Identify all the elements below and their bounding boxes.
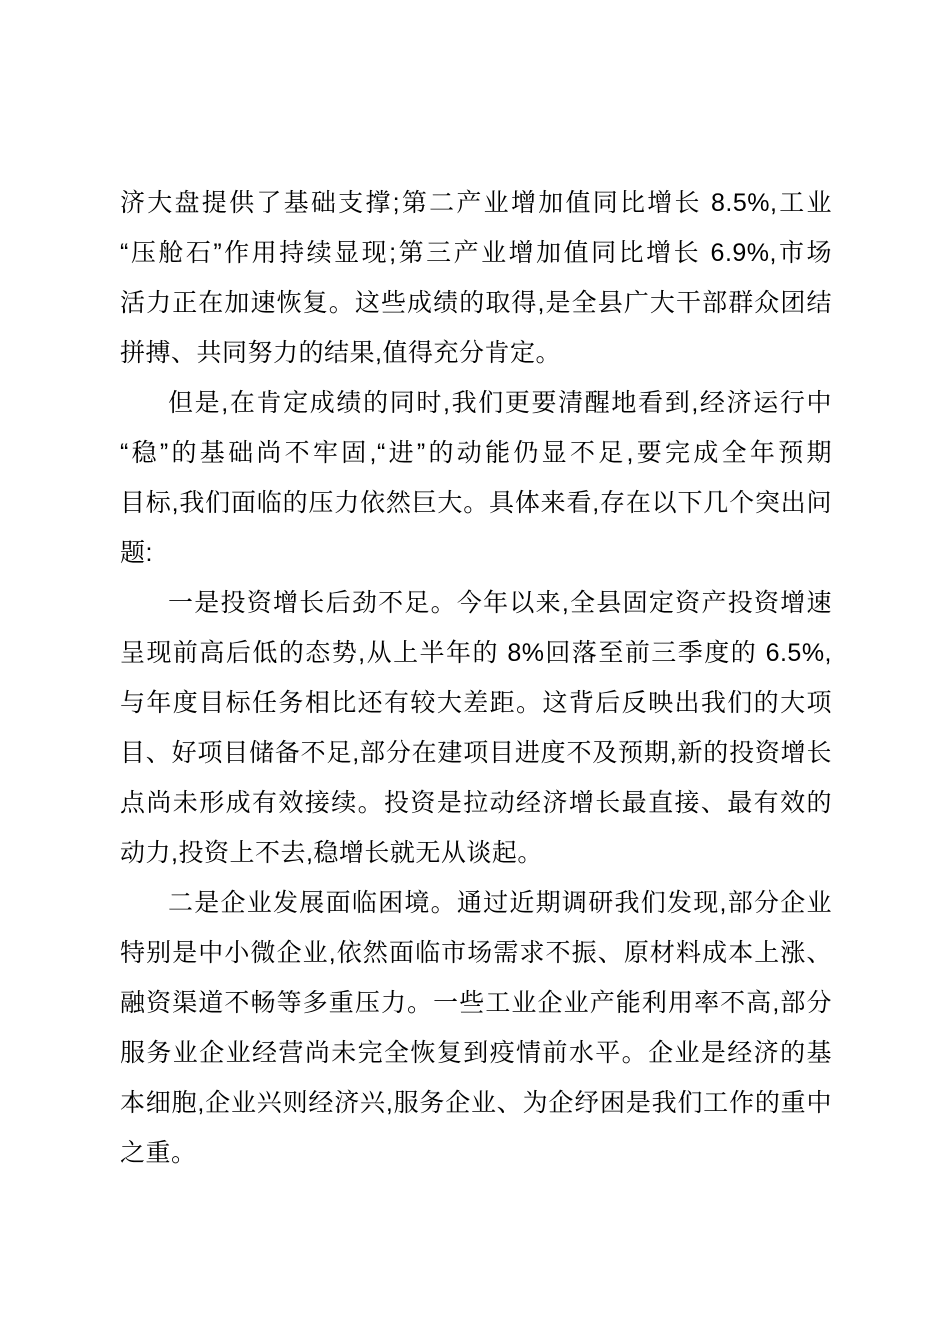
text-line: 呈现前高后低的态势,从上半年的 8%回落至前三季度的 6.5%, [120, 639, 832, 667]
text-line: 济大盘提供了基础支撑;第二产业增加值同比增长 8.5%,工业 [120, 189, 832, 217]
text-line: 特别是中小微企业,依然面临市场需求不振、原材料成本上涨、 [120, 939, 832, 967]
text-line: “压舱石”作用持续显现;第三产业增加值同比增长 6.9%,市场 [120, 239, 832, 267]
paragraph [120, 578, 832, 878]
text-line: 服务业企业经营尚未完全恢复到疫情前水平。企业是经济的基 [120, 1039, 832, 1067]
text-line: 与年度目标任务相比还有较大差距。这背后反映出我们的大项 [120, 689, 832, 717]
paragraph [120, 178, 832, 378]
text-line: 题: [120, 539, 153, 567]
paragraph [120, 878, 832, 1178]
text-line: 点尚未形成有效接续。投资是拉动经济增长最直接、最有效的 [120, 789, 832, 817]
text-line: 之重。 [120, 1139, 197, 1167]
text-line: “稳”的基础尚不牢固,“进”的动能仍显不足,要完成全年预期 [120, 439, 832, 467]
text-line: 拼搏、共同努力的结果,值得充分肯定。 [120, 339, 561, 367]
text-line: 融资渠道不畅等多重压力。一些工业企业产能利用率不高,部分 [120, 989, 832, 1017]
text-line: 目标,我们面临的压力依然巨大。具体来看,存在以下几个突出问 [120, 489, 832, 517]
paragraph [120, 378, 832, 578]
text-line: 但是,在肯定成绩的同时,我们更要清醒地看到,经济运行中 [168, 389, 832, 417]
text-line: 动力,投资上不去,稳增长就无从谈起。 [120, 839, 543, 867]
text-line: 一是投资增长后劲不足。今年以来,全县固定资产投资增速 [168, 589, 832, 617]
text-line: 目、好项目储备不足,部分在建项目进度不及预期,新的投资增长 [120, 739, 832, 767]
text-line: 二是企业发展面临困境。通过近期调研我们发现,部分企业 [168, 889, 832, 917]
text-line: 活力正在加速恢复。这些成绩的取得,是全县广大干部群众团结 [120, 289, 832, 317]
text-line: 本细胞,企业兴则经济兴,服务企业、为企纾困是我们工作的重中 [120, 1089, 832, 1117]
document-text-block [120, 178, 832, 1178]
